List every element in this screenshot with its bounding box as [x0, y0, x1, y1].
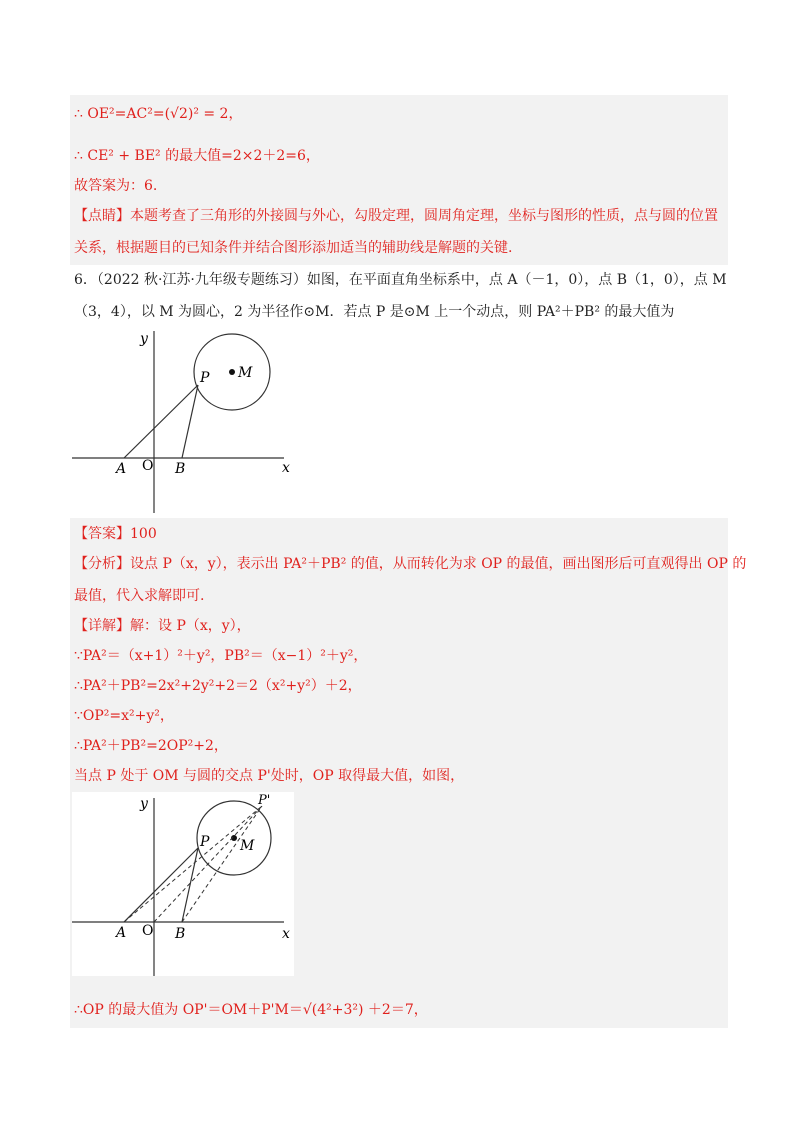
question-line-1: 6．（2022 秋·江苏·九年级专题练习）如图，在平面直角坐标系中，点 A（－1，0），点 B（1，0），点 M	[74, 272, 727, 288]
analysis-line-1: 【分析】设点 P（x，y），表示出 PA²＋PB² 的值，从而转化为求 OP 的最值，画出图形后可直观得出 OP 的	[74, 556, 747, 572]
detail-step-5: 当点 P 处于 OM 与圆的交点 P'处时，OP 取得最大值，如图，	[74, 768, 465, 784]
solution-figure	[72, 792, 294, 976]
label-a: A	[116, 925, 127, 941]
label-a: A	[116, 461, 127, 477]
question-figure	[72, 325, 294, 513]
commentary-line-1: 【点睛】本题考查了三角形的外接圆与外心，勾股定理，圆周角定理，坐标与图形的性质，点与圆的位置	[74, 208, 718, 224]
label-m: M	[238, 365, 253, 381]
analysis-line-2: 最值，代入求解即可.	[74, 588, 205, 604]
answer-line: 【答案】100	[74, 526, 157, 542]
coordinate-figure-2	[72, 792, 294, 976]
segment-pb	[182, 848, 198, 922]
segment-pa	[124, 848, 198, 922]
segment-pa	[124, 385, 198, 458]
segment-pb	[182, 385, 198, 458]
label-b: B	[175, 461, 186, 477]
center-point-m	[229, 369, 235, 375]
label-o: O	[142, 458, 154, 474]
detail-step-2: ∴PA²＋PB²=2x²+2y²+2＝2（x²+y²）＋2，	[74, 678, 362, 694]
label-o: O	[142, 923, 154, 939]
solution-line-oe: ∴ OE²=AC²=(√2)² = 2，	[74, 106, 243, 122]
coordinate-figure-1	[72, 325, 294, 513]
detail-heading: 【详解】解：设 P（x，y），	[74, 618, 251, 634]
label-b: B	[175, 926, 186, 942]
dashed-segment-pprime-a	[124, 806, 262, 922]
label-x: x	[282, 926, 290, 942]
label-y: y	[140, 796, 148, 812]
commentary-line-2: 关系，根据题目的已知条件并结合图形添加适当的辅助线是解题的关键.	[74, 240, 513, 256]
label-m: M	[240, 838, 255, 854]
final-result-line: ∴OP 的最大值为 OP'＝OM＋P'M＝√(4²+3²) ＋2＝7，	[74, 1002, 428, 1018]
detail-step-1: ∵PA²＝（x+1）²＋y²，PB²＝（x−1）²＋y²，	[74, 648, 368, 664]
dashed-segment-op-prime	[154, 806, 262, 922]
label-y: y	[140, 331, 148, 347]
label-p: P	[200, 834, 210, 850]
solution-line-max: ∴ CE² + BE² 的最大值=2×2＋2=6，	[74, 148, 320, 164]
detail-step-4: ∴PA²＋PB²=2OP²+2，	[74, 738, 228, 754]
detail-step-3: ∵OP²=x²+y²，	[74, 708, 174, 724]
question-line-2: （3，4），以 M 为圆心，2 为半径作⊙M．若点 P 是⊙M 上一个动点，则 PA²＋PB² 的最大值为	[74, 304, 675, 320]
label-x: x	[282, 460, 290, 476]
answer-statement: 故答案为：6.	[74, 178, 158, 194]
label-p-prime: P'	[258, 793, 271, 808]
label-p: P	[200, 370, 210, 386]
